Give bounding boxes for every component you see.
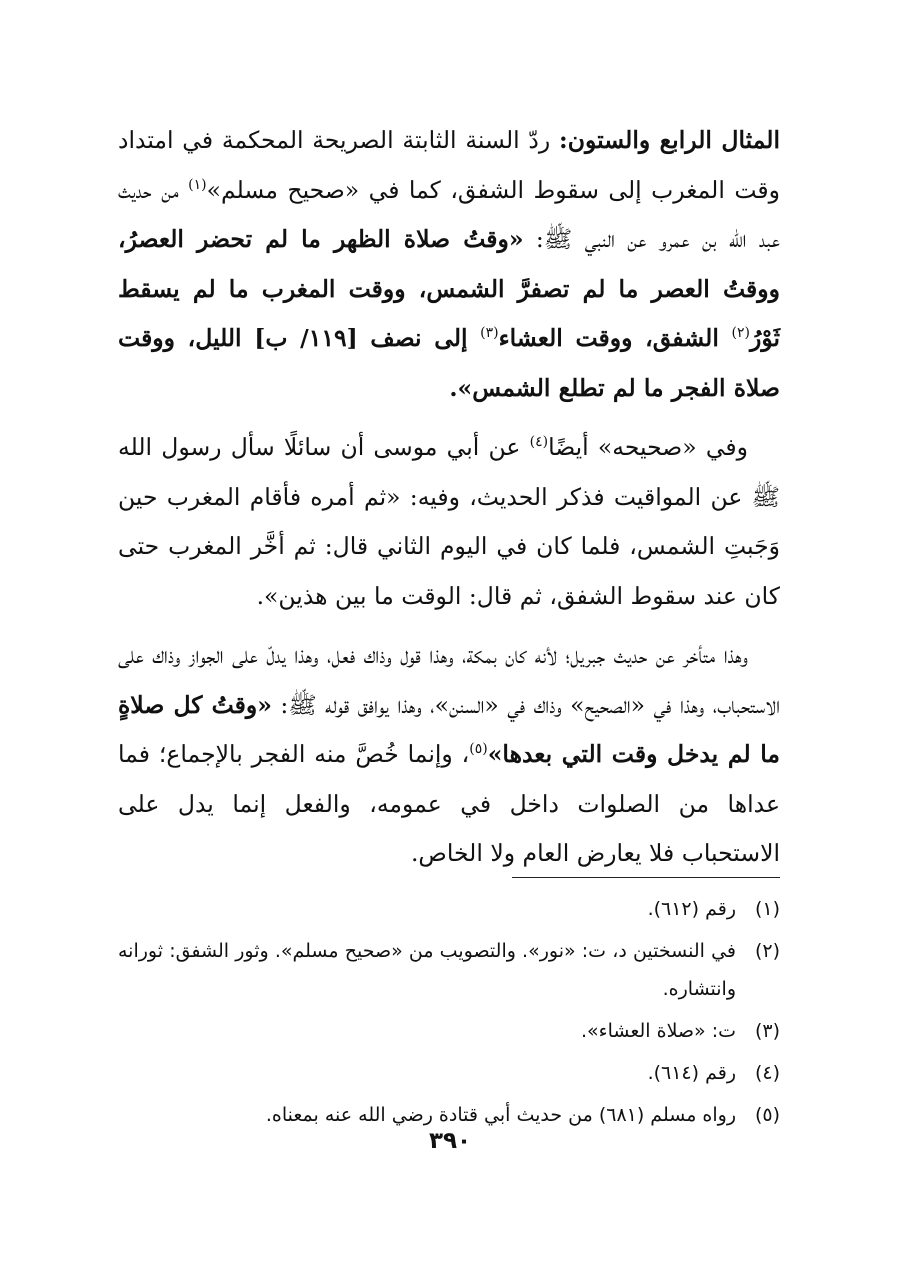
footnote-ref-4: (٤)	[529, 434, 549, 451]
paragraph-3-text-a: وهذا متأخر عن حديث جبريل؛ لأنه كان بمكة، وهذا قول وذاك فعل، وهذا يدلّ على الجواز وذاك على الاستحباب، وهذا في «الصحيح» وذاك في «السنن»، وهذا يوافق قوله ﷺ:	[118, 641, 781, 719]
main-text	[118, 116, 780, 889]
footnote-ref-3: (٣)	[480, 325, 499, 342]
footnote-number: (١)	[754, 898, 780, 920]
footnote-number: (٥)	[754, 1104, 780, 1126]
footnote	[118, 890, 780, 928]
paragraph-3-text-b: ، وإنما خُصَّ منه الفجر بالإجماع؛ فما عداها من الصلوات داخل في عمومه، والفعل إنما يدل على الاستحباب فلا يعارض العام ولا الخاص.	[118, 740, 780, 867]
example-heading: المثال الرابع والستون:	[559, 126, 780, 154]
footnote-text: ت: «صلاة العشاء».	[581, 1020, 736, 1042]
paragraph-1-text-a: ردّ السنة الثابتة الصريحة المحكمة في امتداد وقت المغرب إلى سقوط الشفق، كما في «صحيح مسلم»	[118, 126, 780, 204]
footnote-text: في النسختين د، ت: «نور». والتصويب من «صحيح مسلم». وثور الشفق: ثورانه وانتشاره.	[118, 940, 736, 1000]
footnote	[118, 1054, 780, 1092]
footnote-text: رواه مسلم (٦٨١) من حديث أبي قتادة رضي الله عنه بمعناه.	[265, 1104, 736, 1126]
hadith-quote-b: الشفق، ووقت العشاء	[498, 324, 732, 352]
hadith-quote-a: «وقتُ صلاة الظهر ما لم تحضر العصرُ، ووقتُ العصر ما لم تصفرَّ الشمس، ووقت المغرب ما لم يسقط ثَوْرُ	[118, 225, 780, 352]
footnote-ref-2: (٢)	[731, 325, 750, 342]
paragraph-2-text-b: عن أبي موسى أن سائلًا سأل رسول الله ﷺ عن المواقيت فذكر الحديث، وفيه: «ثم أمره فأقام المغرب حين وَجَبتِ الشمس، فلما كان في اليوم الثاني قال: ثم أخَّر المغرب حتى كان عند سقوط الشفق، ثم قال: الوقت ما بين هذين».	[118, 433, 780, 610]
paragraph-2-text-a: وفي «صحيحه» أيضًا	[548, 433, 748, 461]
footnote-text: رقم (٦١٢).	[647, 898, 736, 920]
footnotes	[118, 890, 780, 1138]
footnote	[118, 1012, 780, 1050]
paragraph-3	[118, 631, 780, 879]
paragraph-1-text-b: من حديث عبد الله بن عمرو عن النبي ﷺ:	[118, 175, 781, 253]
paragraph-1	[118, 116, 780, 413]
paragraph-2	[118, 423, 780, 621]
footnote-ref-5: (٥)	[469, 741, 488, 758]
footnote-text: رقم (٦١٤).	[647, 1062, 736, 1084]
page-number: ٣٩٠	[428, 1128, 472, 1154]
hadith-quote-c: إلى نصف [١١٩/ ب] الليل، ووقت صلاة الفجر ما لم تطلع الشمس».	[118, 324, 780, 402]
hadith-quote-d: «وقتُ كل صلاةٍ ما لم يدخل وقت التي بعدها»	[118, 690, 780, 768]
footnote	[118, 932, 780, 1008]
footnote-separator	[512, 877, 780, 878]
footnote-ref-1: (١)	[188, 176, 207, 193]
footnote-number: (٣)	[754, 1020, 780, 1042]
footnote-number: (٢)	[754, 940, 780, 962]
footnote-number: (٤)	[754, 1062, 780, 1084]
